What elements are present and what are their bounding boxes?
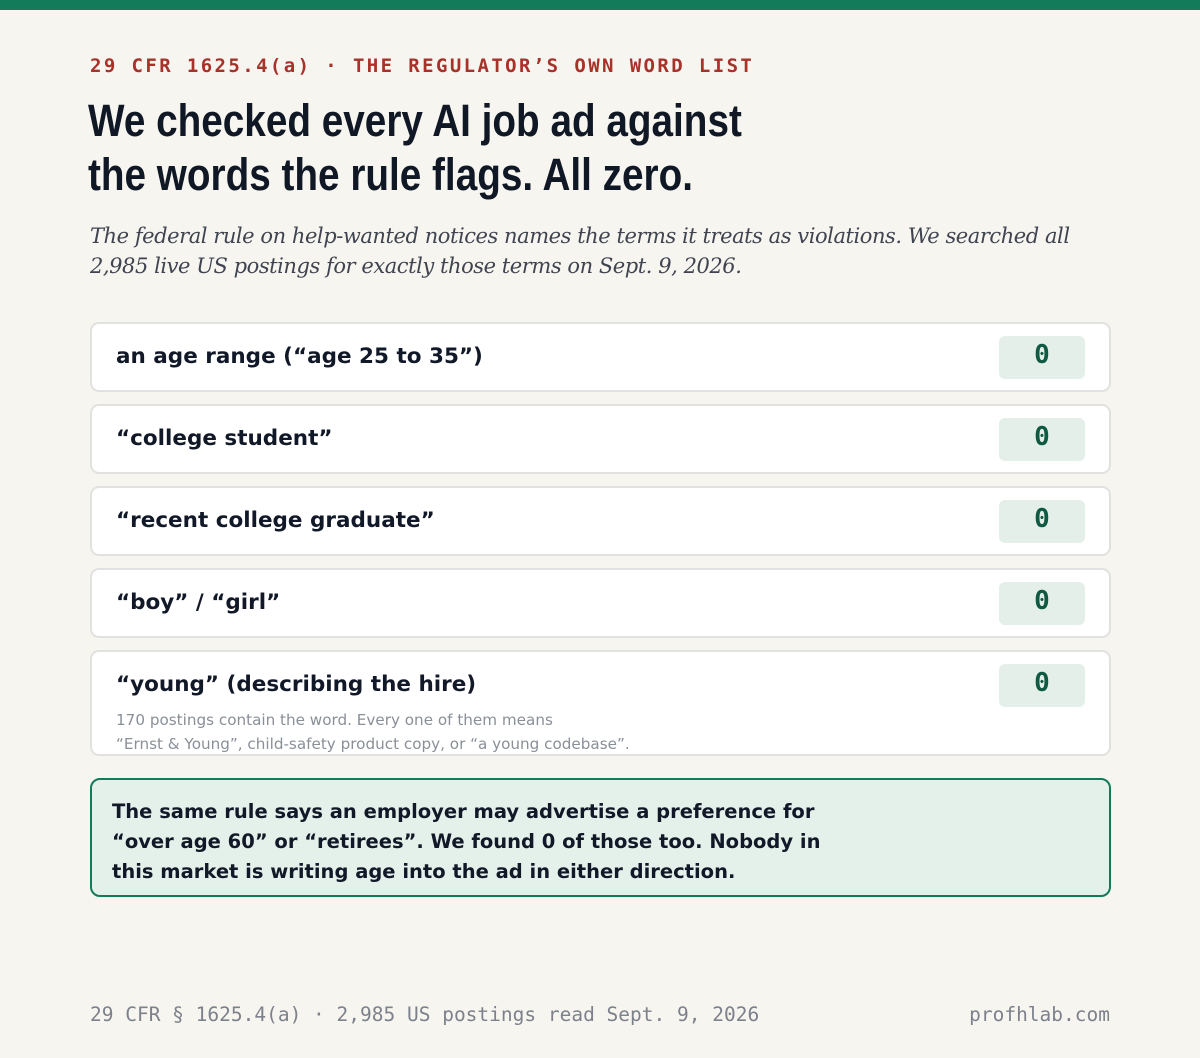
term-label: “boy” / “girl” [116, 590, 281, 615]
term-label: an age range (“age 25 to 35”) [116, 344, 483, 369]
term-list [90, 322, 1111, 768]
term-row-boy-girl [90, 568, 1111, 638]
kicker: 29 CFR 1625.4(a) · THE REGULATOR’S OWN WORD LIST [90, 55, 755, 77]
term-note-line: “Ernst & Young”, child-safety product copy, or “a young codebase”. [116, 735, 630, 753]
term-note-line: 170 postings contain the word. Every one of them means [116, 711, 553, 729]
term-label: “college student” [116, 426, 333, 451]
term-count: 0 [999, 500, 1085, 543]
footer-site: profhlab.com [969, 1003, 1110, 1026]
term-note [116, 708, 736, 756]
term-count: 0 [999, 336, 1085, 379]
footer-source: 29 CFR § 1625.4(a) · 2,985 US postings read Sept. 9, 2026 [90, 1003, 760, 1026]
term-label: “recent college graduate” [116, 508, 435, 533]
callout-line: “over age 60” or “retirees”. We found 0 of those too. Nobody in [112, 830, 821, 853]
term-count: 0 [999, 664, 1085, 707]
term-count: 0 [999, 418, 1085, 461]
term-row-age-range [90, 322, 1111, 392]
headline [88, 94, 742, 202]
term-row-young [90, 650, 1111, 756]
callout-line: The same rule says an employer may advertise a preference for [112, 800, 815, 823]
callout-line: this market is writing age into the ad in either direction. [112, 860, 736, 883]
dek: The federal rule on help-wanted notices names the terms it treats as violations. We searched all 2,985 live US postings for exactly those terms on Sept. 9, 2026. [90, 224, 1070, 278]
term-label: “young” (describing the hire) [116, 672, 477, 697]
term-row-college-student [90, 404, 1111, 474]
callout-text [112, 797, 1089, 887]
headline-line: We checked every AI job ad against [88, 95, 742, 146]
headline-line: the words the rule flags. All zero. [88, 149, 693, 200]
top-accent-bar [0, 0, 1200, 10]
callout-box [90, 778, 1111, 897]
term-row-recent-graduate [90, 486, 1111, 556]
term-count: 0 [999, 582, 1085, 625]
